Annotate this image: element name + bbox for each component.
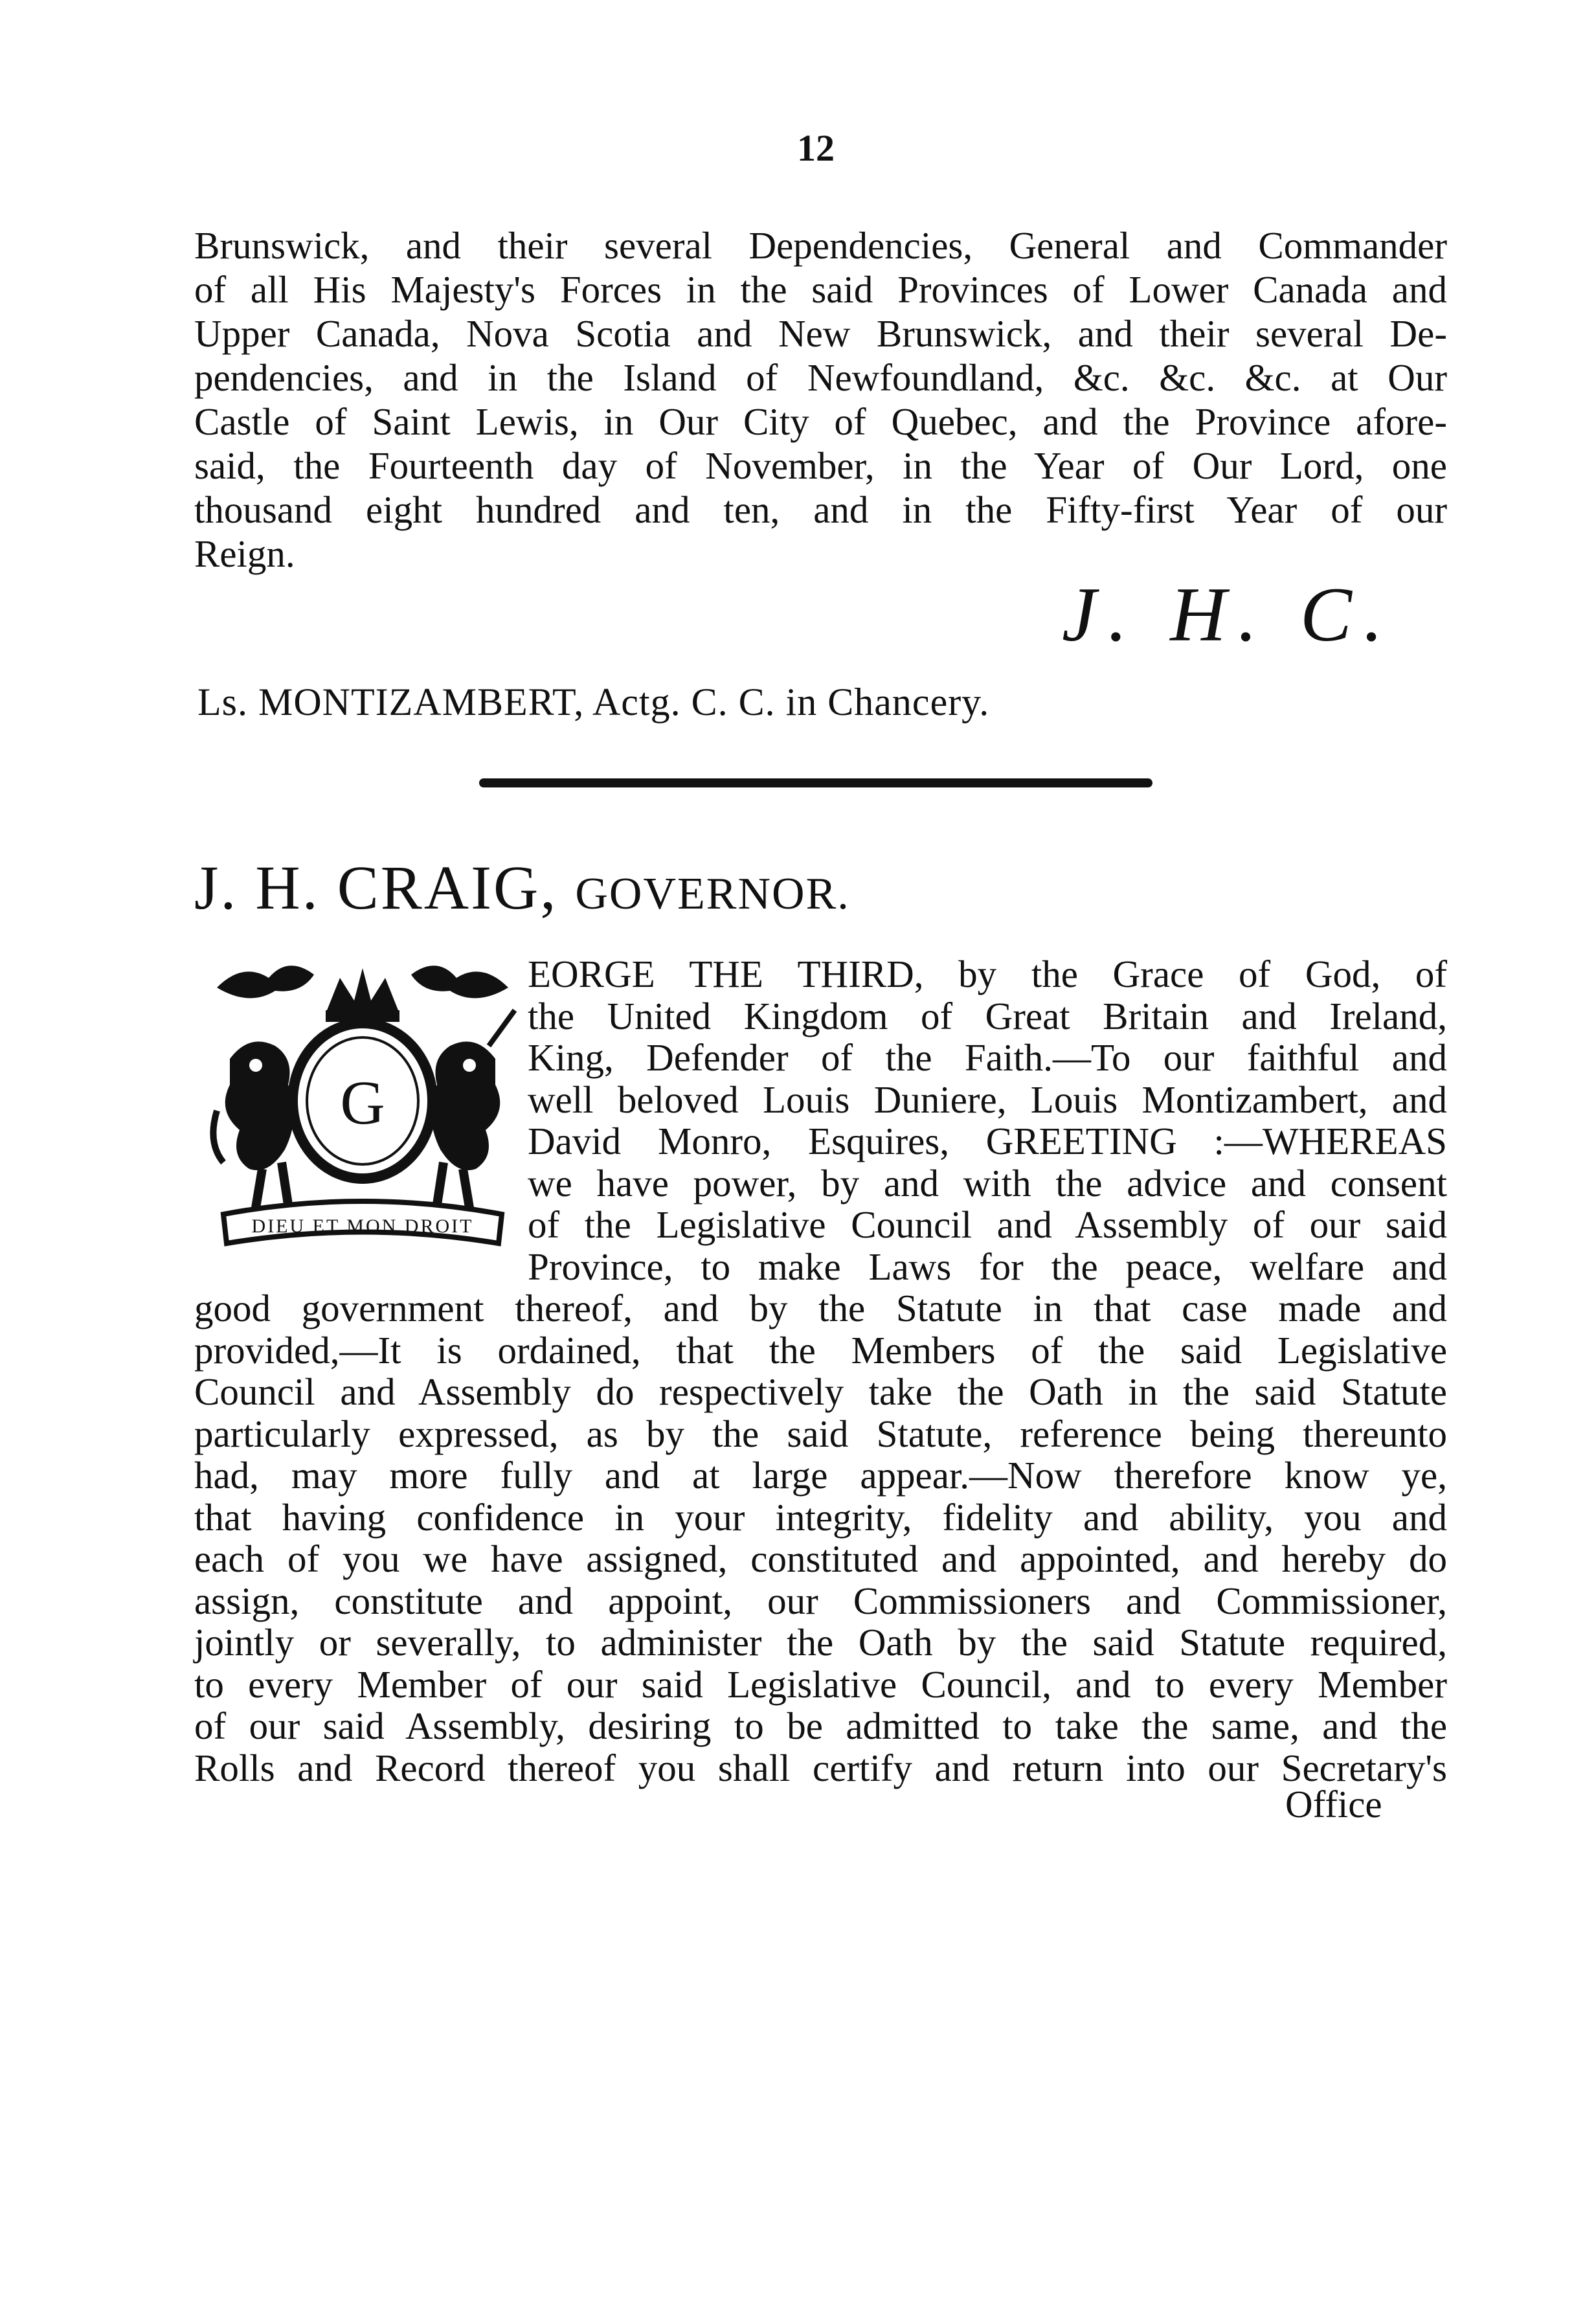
section-divider bbox=[479, 778, 1152, 787]
text-line: pendencies, and in the Island of Newfoundland, &c. &c. &c. at Our bbox=[194, 356, 1447, 399]
catchword: Office bbox=[1285, 1783, 1382, 1826]
signature-initials: J. H. C. bbox=[1062, 571, 1395, 657]
text-line: had, may more fully and at large appear.—Now therefore know ye, bbox=[194, 1454, 1447, 1497]
text-line: Castle of Saint Lewis, in Our City of Quebec, and the Province afore- bbox=[194, 400, 1447, 443]
text-line: provided,—It is ordained, that the Members of the said Legislative bbox=[194, 1328, 1447, 1372]
proclamation-opening bbox=[528, 953, 1447, 1287]
governor-name: J. H. CRAIG, bbox=[194, 853, 558, 922]
text-line: of our said Assembly, desiring to be admitted to take the same, and the bbox=[194, 1704, 1447, 1747]
royal-arms-initial-emblem bbox=[204, 949, 521, 1266]
text-line: of the Legislative Council and Assembly of our said bbox=[528, 1203, 1447, 1246]
governor-title: GOVERNOR. bbox=[575, 869, 850, 919]
proclamation-heading bbox=[194, 852, 850, 923]
text-line: good government thereof, and by the Statute in that case made and bbox=[194, 1287, 1447, 1329]
text-line: David Monro, Esquires, GREETING :—WHEREAS bbox=[528, 1120, 1447, 1162]
text-line: Upper Canada, Nova Scotia and New Brunswick, and their several De- bbox=[194, 312, 1447, 355]
text-line: said, the Fourteenth day of November, in the Year of Our Lord, one bbox=[194, 444, 1447, 487]
text-line: particularly expressed, as by the said Statute, reference being thereunto bbox=[194, 1412, 1447, 1455]
proclamation-body bbox=[194, 1287, 1447, 1789]
text-line: Reign. bbox=[194, 532, 295, 575]
text-line: to every Member of our said Legislative Council, and to every Member bbox=[194, 1662, 1447, 1706]
arms-motto: DIEU ET MON DROIT bbox=[251, 1216, 474, 1237]
text-line: the United Kingdom of Great Britain and Ireland, bbox=[528, 994, 1447, 1037]
text-line: thousand eight hundred and ten, and in the Fifty-first Year of our bbox=[194, 488, 1447, 531]
text-line: jointly or severally, to administer the Oath by the said Statute required, bbox=[194, 1621, 1447, 1664]
text-line: well beloved Louis Duniere, Louis Montizambert, and bbox=[528, 1078, 1447, 1121]
text-line: of all His Majesty's Forces in the said Provinces of Lower Canada and bbox=[194, 268, 1447, 311]
text-line: Rolls and Record thereof you shall certify and return into our Secretary's bbox=[194, 1746, 1447, 1789]
text-line: EORGE THE THIRD, by the Grace of God, of bbox=[528, 953, 1447, 995]
attestation-line: Ls. MONTIZAMBERT, Actg. C. C. in Chancery. bbox=[197, 681, 990, 723]
text-line: we have power, by and with the advice and consent bbox=[528, 1161, 1447, 1205]
text-line: Council and Assembly do respectively take the Oath in the said Statute bbox=[194, 1370, 1447, 1413]
page-number: 12 bbox=[797, 127, 835, 169]
text-line: that having confidence in your integrity, fidelity and ability, you and bbox=[194, 1495, 1447, 1539]
arms-initial: G bbox=[340, 1068, 385, 1137]
text-line: King, Defender of the Faith.—To our faithful and bbox=[528, 1036, 1447, 1079]
text-line: each of you we have assigned, constituted and appointed, and hereby do bbox=[194, 1537, 1447, 1580]
text-line: assign, constitute and appoint, our Commissioners and Commissioner, bbox=[194, 1579, 1447, 1622]
continuation-paragraph bbox=[194, 223, 1447, 576]
text-line: Brunswick, and their several Dependencies, General and Commander bbox=[194, 224, 1447, 267]
text-line: Province, to make Laws for the peace, welfare and bbox=[528, 1245, 1447, 1288]
